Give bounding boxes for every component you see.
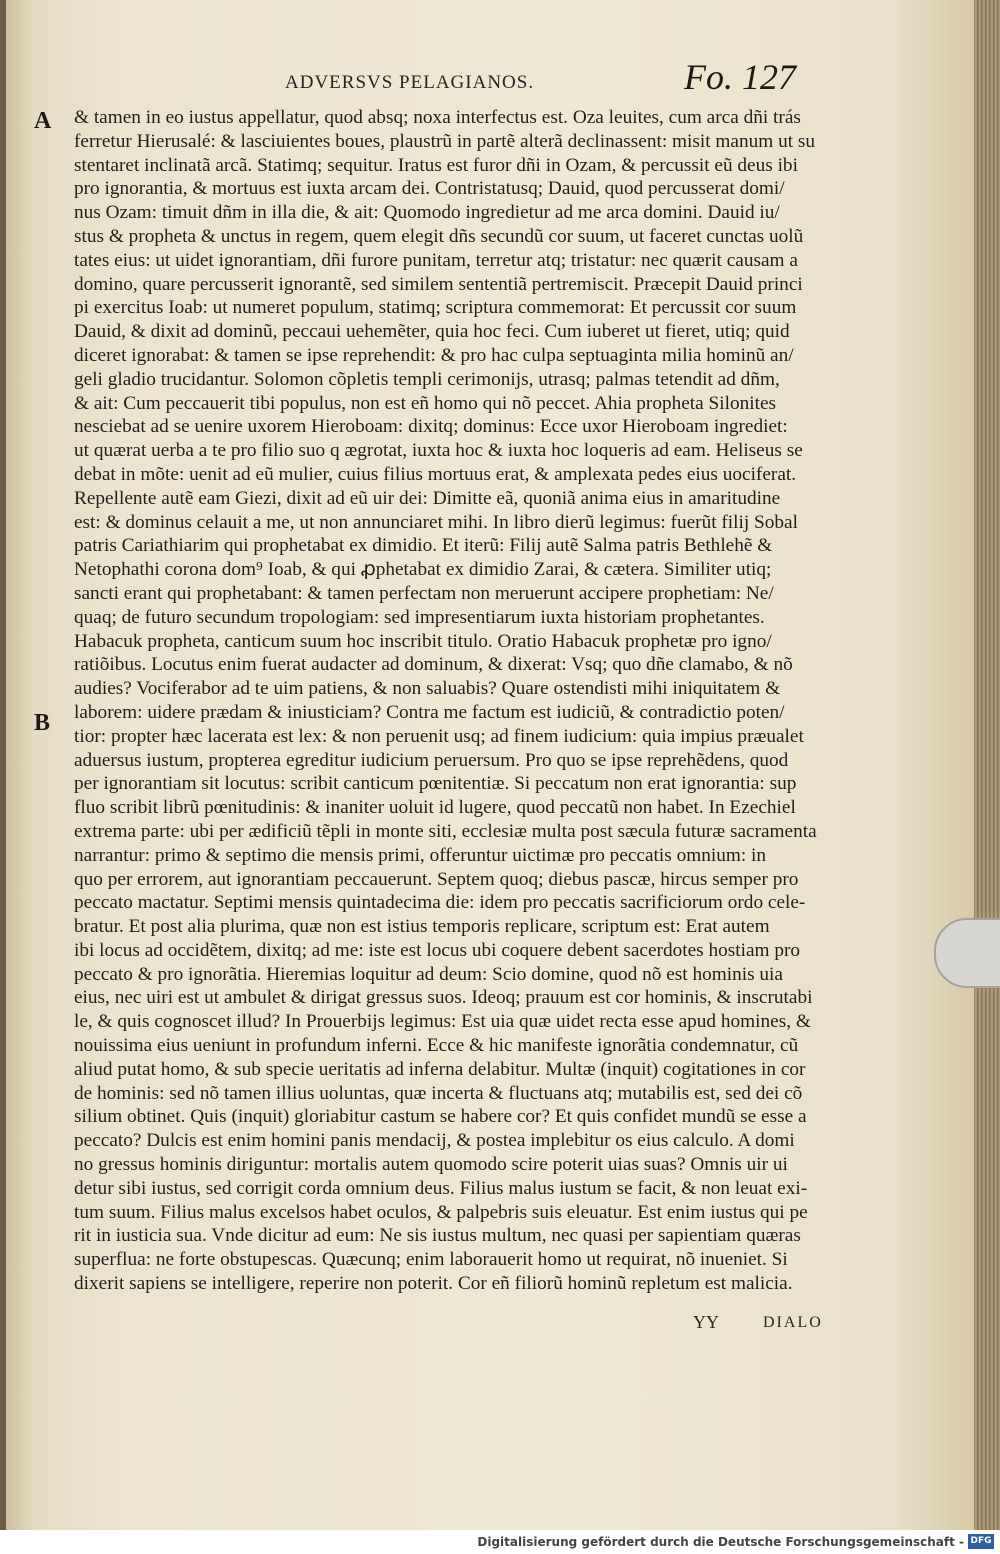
text-line: extrema parte: ubi per ædificiũ tẽpli in monte siti, ecclesiæ multa post sæcula futuræ sacramenta [74,820,817,842]
text-line: bratur. Et post alia plurima, quæ non est istius temporis replicare, scriptum est: Erat autem [74,916,770,938]
text-line: ferretur Hierusalé: & lasciuientes boues, plaustrũ in partẽ alterã declinassent: misit manum ut su [74,130,816,152]
text-line: peccato & pro ignorãtia. Hieremias loquitur ad deum: Scio domine, quod nõ est hominis uia [74,963,783,985]
text-line: rit in iusticia sua. Vnde dicitur ad eum: Ne sis iustus multum, nec quasi per sapientiam quæras [74,1225,801,1247]
text-line: de hominis: sed nõ tamen illius uoluntas, quæ incerta & fluctuans atq; mutabilis est, sed dei cõ [74,1082,803,1104]
text-line: silium obtinet. Quis (inquit) gloriabitur castum se habere cor? Et quis confidet mundũ se esse a [74,1106,807,1128]
text-line: nesciebat ad se uenire uxorem Hieroboam: dixitq; dominus: Ecce uxor Hieroboam ingrediet: [74,416,788,438]
text-line: Habacuk propheta, canticum suum hoc inscribit titulo. Oratio Habacuk prophetæ pro igno/ [74,630,772,652]
text-line: quo per errorem, aut ignorantiam peccauerunt. Septem quoq; diebus pascæ, hircus semper pro [74,868,799,890]
text-line: superflua: ne forte obstupescas. Quæcunq; enim laborauerit homo ut requirat, nõ inueniet. Si [74,1249,788,1271]
text-line: aliud putat homo, & sub specie ueritatis ad inferna delabitur. Multæ (inquit) cogitationes in cor [74,1058,806,1080]
text-line: quaq; de futuro secundum tropologiam: sed impresentiarum iuxta historiam prophetantes. [74,606,765,628]
margin-letter-b: B [34,710,51,736]
text-line: Dauid, & dixit ad dominũ, peccaui uehemẽter, quia hoc feci. Cum iuberet ut fieret, utiq; quid [74,321,790,343]
text-line: stentaret inclinatã arcã. Statimq; sequitur. Iratus est furor dñi in Ozam, & percussit eũ deus ibi [74,154,798,176]
text-line: tates eius: ut uidet ignorantiam, dñi furore punitam, terretur atq; tristatur: nec quærit causam a [74,249,798,271]
text-line: patris Cariathiarim qui prophetabat ex dimidio. Et iterũ: Filij autẽ Salma patris Bethlehẽ & [74,535,773,557]
text-line: laborem: uidere prædam & iniusticiam? Contra me factum est iudiciũ, & contradictio poten/ [74,701,785,723]
text-line: nus Ozam: timuit dñm in illa die, & ait: Quomodo ingredietur ad me arca domini. Dauid iu/ [74,202,780,224]
text-line: dixerit sapiens se intelligere, reperire non poterit. Cor eñ filiorũ hominũ repletum est malicia. [74,1273,793,1295]
folio-number: Fo. 127 [684,57,796,97]
text-line: fluo scribit librũ pœnitudinis: & inaniter uoluit id lugere, quod peccatũ non habet. In Ezechiel [74,797,796,819]
text-line: domino, quare percusserit ignorantẽ, sed similem sententiã pertremiscit. Præcepit Dauid princi [74,273,803,295]
text-line: le, & quis cognoscet illud? In Prouerbijs legimus: Est uia quæ uidet recta esse apud homines, & [74,1011,811,1033]
text-line: per ignorantiam sit locutus: scribit canticum pœnitentiæ. Si peccatum non erat ignorantia: sup [74,773,797,795]
footer-bar [0,1530,1000,1554]
text-line: sancti erant qui prophetabant: & tamen perfectam non meruerunt accipere prophetiam: Ne/ [74,582,774,604]
margin-letter-a: A [34,108,52,134]
text-line: tior: propter hæc lacerata est lex: & non peruenit usq; ad finem iudicium: quia impius præualet [74,725,804,747]
text-line: debat in mõte: uenit ad eũ mulier, cuius filius mortuus erat, & amplexata pedes eius uociferat. [74,463,797,485]
text-line: ratiõibus. Locutus enim fuerat audacter ad dominum, & dixerat: Vsq; quo dñe clamabo, & nõ [74,654,793,676]
text-line: Repellente autẽ eam Giezi, dixit ad eũ uir dei: Dimitte eã, quoniã anima eius in amaritudine [74,487,781,509]
text-line: stus & propheta & unctus in regem, quem elegit dñs secundũ cor suum, ut faceret cunctas uolũ [74,225,804,247]
text-line: detur sibi iustus, sed corrigit corda omnium deus. Filius malus iustum se facit, & non leuat exi- [74,1177,808,1199]
catchword: DIALO [763,1314,823,1331]
text-line: est: & dominus celauit a me, ut non annunciaret mihi. In libro dierũ legimus: fuerũt filij Sobal [74,511,798,533]
dfg-logo: DFG [968,1534,994,1549]
text-line: & tamen in eo iustus appellatur, quod absq; noxa interfectus est. Oza leuites, cum arca dñi trás [74,107,801,128]
text-line: pro ignorantia, & mortuus est iuxta arcam dei. Contristatusq; Dauid, quod percusserat domi/ [74,178,785,200]
text-line: eius, nec uiri est ut ambulet & dirigat gressus suos. Ideoq; prauum est cor hominis, & inscrutabi [74,987,813,1009]
text-line: peccato? Dulcis est enim homini panis mendacij, & postea implebitur os eius calculo. A domi [74,1130,795,1152]
page-clip [934,918,1000,988]
text-line: Netophathi corona dom⁹ Ioab, & qui ꝓphetabat ex dimidio Zarai, & cætera. Similiter utiq; [74,559,772,581]
text-line: diceret ignorabat: & tamen se ipse reprehendit: & pro hac culpa septuaginta milia hominũ an/ [74,344,794,366]
text-line: nouissima eius ueniunt in profundum inferni. Ecce & hic manifeste ignorãtia condemnatur, cũ [74,1035,799,1057]
text-line: no gressus hominis diriguntur: mortalis autem quomodo scire poterit uias suas? Omnis uir ui [74,1154,788,1176]
text-line: geli gladio trucidantur. Solomon cõpletis templi cerimonijs, utrasq; palmas tetendit ad dñm, [74,368,780,390]
page-edges [974,0,1000,1530]
footer-text: Digitalisierung gefördert durch die Deutsche Forschungsgemeinschaft - [477,1535,964,1549]
text-line: audies? Vociferabor ad te uim patiens, & non saluabis? Quare ostendisti mihi iniquitatem & [74,678,781,700]
running-head: ADVERSVS PELAGIANOS. [285,72,535,93]
text-line: ibi locus ad occidẽtem, dixitq; ad me: iste est locus ubi coquere debent sacerdotes hostiam pro [74,939,801,961]
text-line: peccato mactatur. Septimi mensis quintadecima die: idem pro peccatis sacrificiorum ordo cele- [74,892,806,914]
text-line: aduersus iustum, propterea egreditur iudicium peruersum. Pro quo se ipse reprehẽdens, quod [74,749,789,771]
signature-mark: YY [693,1312,719,1332]
text-line: ut quærat uerba a te pro filio suo q ægrotat, iuxta hoc & iuxta hoc loqueris ad eam. Heliseus se [74,440,803,462]
text-line: narrantur: primo & septimo die mensis primi, offeruntur uictimæ pro peccatis omnium: in [74,844,767,866]
text-line: pi exercitus Ioab: ut numeret populum, statimq; scriptura commemorat: Et percussit cor suum [74,297,797,319]
text-line: & ait: Cum peccauerit tibi populus, non est eñ homo qui nõ peccet. Ahia propheta Silonites [74,392,777,414]
text-line: tum suum. Filius malus excelsos habet oculos, & palpebris suis eleuatur. Est enim iustus qui pe [74,1201,808,1223]
text-block [74,106,840,1296]
